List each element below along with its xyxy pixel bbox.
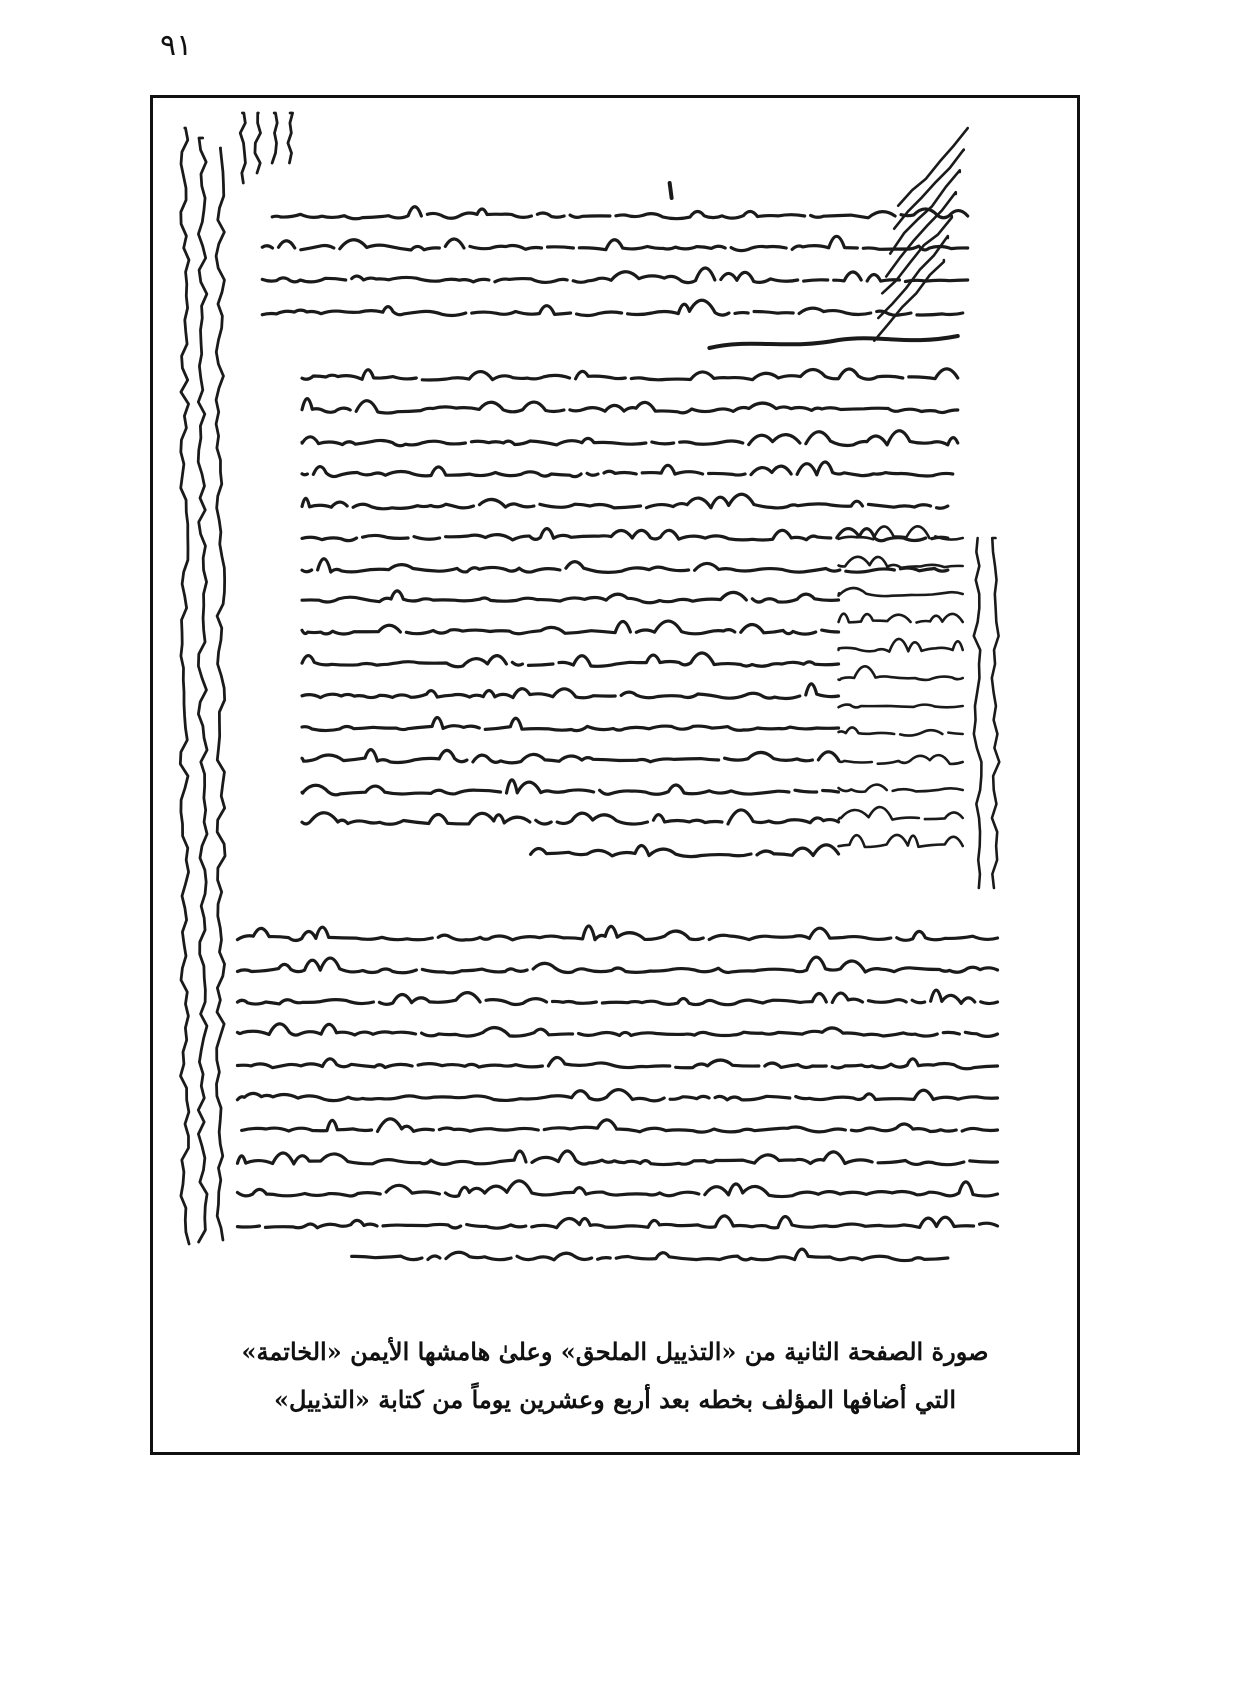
manuscript-line (231, 990, 997, 1005)
margin-annotation (886, 192, 956, 276)
page-number: ٩١ (160, 28, 193, 63)
manuscript-line (256, 300, 962, 315)
manuscript-line (237, 1216, 997, 1228)
manuscript-line (237, 1090, 997, 1101)
manuscript-line (302, 369, 958, 380)
top-left-note (240, 113, 245, 183)
margin-note (839, 639, 963, 652)
manuscript-line (302, 684, 839, 699)
margin-note (839, 835, 963, 847)
top-left-note (288, 113, 293, 163)
manuscript-line (302, 399, 958, 413)
manuscript-line (302, 591, 839, 603)
margin-annotation (874, 260, 944, 341)
left-margin-text (216, 148, 225, 1240)
left-margin-text (180, 128, 189, 1244)
manuscript-line (231, 1181, 997, 1197)
handwritten-manuscript (153, 98, 1077, 1278)
manuscript-frame (150, 95, 1080, 1455)
manuscript-line (531, 845, 839, 857)
margin-note (839, 705, 963, 708)
left-margin-text (198, 138, 207, 1242)
manuscript-line (262, 268, 967, 283)
figure-caption (153, 1328, 1077, 1424)
margin-note (833, 666, 963, 680)
top-left-note (272, 113, 277, 163)
manuscript-image (153, 98, 1077, 1278)
manuscript-line (352, 1249, 948, 1260)
manuscript-line (296, 529, 948, 541)
manuscript-line (302, 494, 948, 509)
manuscript-line (266, 207, 967, 219)
manuscript-line (302, 621, 839, 634)
manuscript-line (302, 718, 839, 731)
manuscript-line (302, 780, 839, 795)
manuscript-line (237, 926, 997, 940)
margin-annotation (890, 170, 960, 253)
manuscript-line (237, 1057, 997, 1068)
margin-note (839, 588, 963, 596)
margin-note (839, 755, 963, 764)
caption-line-2: التي أضافها المؤلف بخطه بعد أربع وعشرين يوماً من كتابة «التذييل» (273, 1385, 957, 1414)
margin-note (839, 727, 963, 735)
margin-note (839, 614, 963, 623)
manuscript-line (302, 750, 839, 763)
margin-annotation (894, 150, 964, 229)
margin-note (839, 785, 963, 792)
manuscript-line (237, 1151, 997, 1165)
manuscript-line (302, 431, 958, 446)
manuscript-line (302, 810, 839, 824)
margin-annotation (898, 128, 968, 206)
manuscript-line (302, 462, 953, 477)
margin-note (839, 557, 963, 568)
manuscript-line (262, 236, 967, 250)
manuscript-line (237, 1024, 997, 1037)
manuscript-line (237, 957, 997, 973)
margin-vertical-gloss (992, 538, 999, 888)
manuscript-line (302, 653, 839, 667)
caption-line-1: صورة الصفحة الثانية من «التذييل الملحق» وعلىٰ هامشها الأيمن «الخاتمة» (241, 1337, 989, 1366)
manuscript-line (236, 1119, 998, 1132)
top-left-note (255, 113, 261, 173)
margin-note (839, 807, 963, 820)
margin-vertical-gloss (974, 538, 982, 888)
